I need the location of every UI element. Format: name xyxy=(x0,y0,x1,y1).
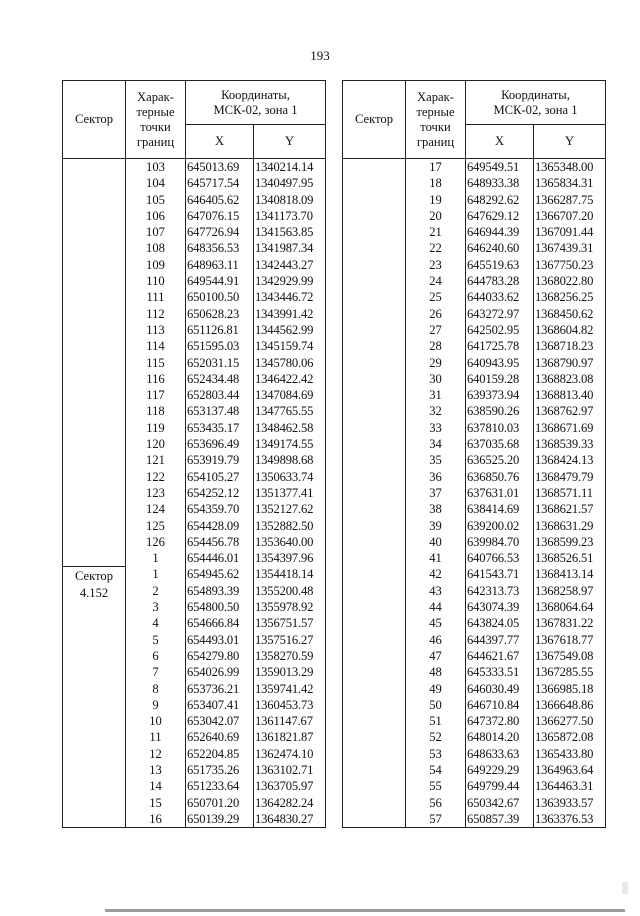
x-coordinate-cell: 650100.50 xyxy=(186,289,254,305)
table-row xyxy=(343,159,606,176)
x-coordinate-cell: 647726.94 xyxy=(186,224,254,240)
y-coordinate-cell: 1345780.06 xyxy=(254,355,326,371)
point-number-cell: 41 xyxy=(406,550,466,566)
x-coordinate-cell: 649229.29 xyxy=(466,762,534,778)
x-coordinate-cell: 642313.73 xyxy=(466,583,534,599)
point-number-cell: 6 xyxy=(126,648,186,664)
x-coordinate-cell: 652031.15 xyxy=(186,355,254,371)
y-coordinate-cell: 1345159.74 xyxy=(254,338,326,354)
point-number-cell: 115 xyxy=(126,355,186,371)
y-coordinate-cell: 1350633.74 xyxy=(254,469,326,485)
y-coordinate-cell: 1366287.75 xyxy=(534,192,606,208)
y-coordinate-cell: 1368571.11 xyxy=(534,485,606,501)
point-number-cell: 17 xyxy=(406,159,466,176)
y-coordinate-cell: 1368258.97 xyxy=(534,583,606,599)
y-coordinate-cell: 1363102.71 xyxy=(254,762,326,778)
x-header: X xyxy=(466,125,534,159)
point-number-cell: 57 xyxy=(406,811,466,828)
y-coordinate-cell: 1341987.34 xyxy=(254,240,326,256)
x-coordinate-cell: 641543.71 xyxy=(466,566,534,582)
point-number-cell: 49 xyxy=(406,681,466,697)
x-coordinate-cell: 644033.62 xyxy=(466,289,534,305)
x-coordinate-cell: 646944.39 xyxy=(466,224,534,240)
y-coordinate-cell: 1368413.14 xyxy=(534,566,606,582)
x-coordinate-cell: 646030.49 xyxy=(466,681,534,697)
point-number-cell: 125 xyxy=(126,518,186,534)
coordinates-header: Координаты, МСК-02, зона 1 xyxy=(466,81,606,125)
y-coordinate-cell: 1368022.80 xyxy=(534,273,606,289)
y-coordinate-cell: 1347765.55 xyxy=(254,403,326,419)
y-coordinate-cell: 1340497.95 xyxy=(254,175,326,191)
x-coordinate-cell: 654026.99 xyxy=(186,664,254,680)
x-coordinate-cell: 646405.62 xyxy=(186,192,254,208)
x-coordinate-cell: 645333.51 xyxy=(466,664,534,680)
x-coordinate-cell: 643824.05 xyxy=(466,615,534,631)
y-coordinate-cell: 1364463.31 xyxy=(534,778,606,794)
x-coordinate-cell: 644621.67 xyxy=(466,648,534,664)
y-coordinate-cell: 1366277.50 xyxy=(534,713,606,729)
point-number-cell: 28 xyxy=(406,338,466,354)
coordinates-table-left xyxy=(62,80,326,828)
point-number-cell: 45 xyxy=(406,615,466,631)
x-coordinate-cell: 639984.70 xyxy=(466,534,534,550)
y-coordinate-cell: 1349174.55 xyxy=(254,436,326,452)
y-coordinate-cell: 1346422.42 xyxy=(254,371,326,387)
x-coordinate-cell: 644397.77 xyxy=(466,632,534,648)
point-number-cell: 44 xyxy=(406,599,466,615)
y-coordinate-cell: 1366985.18 xyxy=(534,681,606,697)
table-row xyxy=(63,159,326,176)
x-coordinate-cell: 638590.26 xyxy=(466,403,534,419)
y-coordinate-cell: 1368813.40 xyxy=(534,387,606,403)
table-body xyxy=(343,159,606,828)
point-number-cell: 2 xyxy=(126,583,186,599)
y-coordinate-cell: 1368064.64 xyxy=(534,599,606,615)
y-coordinate-cell: 1360453.73 xyxy=(254,697,326,713)
x-coordinate-cell: 637631.01 xyxy=(466,485,534,501)
x-coordinate-cell: 650342.67 xyxy=(466,795,534,811)
x-coordinate-cell: 648933.38 xyxy=(466,175,534,191)
x-coordinate-cell: 647629.12 xyxy=(466,208,534,224)
x-coordinate-cell: 654446.01 xyxy=(186,550,254,566)
x-coordinate-cell: 647076.15 xyxy=(186,208,254,224)
point-number-cell: 104 xyxy=(126,175,186,191)
point-number-cell: 121 xyxy=(126,452,186,468)
x-coordinate-cell: 650139.29 xyxy=(186,811,254,828)
x-coordinate-cell: 654945.62 xyxy=(186,566,254,582)
y-coordinate-cell: 1368790.97 xyxy=(534,355,606,371)
x-coordinate-cell: 645519.63 xyxy=(466,257,534,273)
point-number-cell: 42 xyxy=(406,566,466,582)
y-coordinate-cell: 1368631.29 xyxy=(534,518,606,534)
x-coordinate-cell: 653042.07 xyxy=(186,713,254,729)
y-coordinate-cell: 1368450.62 xyxy=(534,306,606,322)
scan-edge-mark xyxy=(622,882,628,894)
y-coordinate-cell: 1364830.27 xyxy=(254,811,326,828)
x-coordinate-cell: 654359.70 xyxy=(186,501,254,517)
x-coordinate-cell: 646710.84 xyxy=(466,697,534,713)
point-number-cell: 47 xyxy=(406,648,466,664)
y-coordinate-cell: 1359741.42 xyxy=(254,681,326,697)
y-coordinate-cell: 1344562.99 xyxy=(254,322,326,338)
x-coordinate-cell: 652803.44 xyxy=(186,387,254,403)
point-number-cell: 53 xyxy=(406,746,466,762)
point-number-cell: 55 xyxy=(406,778,466,794)
y-coordinate-cell: 1368671.69 xyxy=(534,420,606,436)
point-number-cell: 112 xyxy=(126,306,186,322)
y-coordinate-cell: 1342929.99 xyxy=(254,273,326,289)
point-number-cell: 35 xyxy=(406,452,466,468)
x-coordinate-cell: 638414.69 xyxy=(466,501,534,517)
point-number-cell: 9 xyxy=(126,697,186,713)
x-coordinate-cell: 653407.41 xyxy=(186,697,254,713)
point-number-cell: 20 xyxy=(406,208,466,224)
y-coordinate-cell: 1356751.57 xyxy=(254,615,326,631)
x-coordinate-cell: 647372.80 xyxy=(466,713,534,729)
x-coordinate-cell: 645013.69 xyxy=(186,159,254,176)
point-number-cell: 19 xyxy=(406,192,466,208)
y-coordinate-cell: 1363376.53 xyxy=(534,811,606,828)
x-coordinate-cell: 650701.20 xyxy=(186,795,254,811)
point-number-cell: 15 xyxy=(126,795,186,811)
x-coordinate-cell: 637035.68 xyxy=(466,436,534,452)
points-header: Харак- терные точки границ xyxy=(126,81,186,159)
sector-header: Сектор xyxy=(343,81,406,159)
point-number-cell: 32 xyxy=(406,403,466,419)
x-coordinate-cell: 652434.48 xyxy=(186,371,254,387)
y-coordinate-cell: 1368718.23 xyxy=(534,338,606,354)
y-coordinate-cell: 1354397.96 xyxy=(254,550,326,566)
point-number-cell: 38 xyxy=(406,501,466,517)
point-number-cell: 51 xyxy=(406,713,466,729)
point-number-cell: 36 xyxy=(406,469,466,485)
y-coordinate-cell: 1343991.42 xyxy=(254,306,326,322)
x-coordinate-cell: 654105.27 xyxy=(186,469,254,485)
x-coordinate-cell: 645717.54 xyxy=(186,175,254,191)
point-number-cell: 1 xyxy=(126,566,186,582)
y-coordinate-cell: 1368621.57 xyxy=(534,501,606,517)
y-coordinate-cell: 1340214.14 xyxy=(254,159,326,176)
y-coordinate-cell: 1367750.23 xyxy=(534,257,606,273)
y-coordinate-cell: 1363933.57 xyxy=(534,795,606,811)
x-coordinate-cell: 653919.79 xyxy=(186,452,254,468)
point-number-cell: 43 xyxy=(406,583,466,599)
point-number-cell: 18 xyxy=(406,175,466,191)
x-coordinate-cell: 653696.49 xyxy=(186,436,254,452)
y-coordinate-cell: 1365872.08 xyxy=(534,729,606,745)
x-coordinate-cell: 654252.12 xyxy=(186,485,254,501)
y-coordinate-cell: 1340818.09 xyxy=(254,192,326,208)
x-coordinate-cell: 643074.39 xyxy=(466,599,534,615)
x-coordinate-cell: 639200.02 xyxy=(466,518,534,534)
sector-header: Сектор xyxy=(63,81,126,159)
x-coordinate-cell: 651233.64 xyxy=(186,778,254,794)
x-coordinate-cell: 653137.48 xyxy=(186,403,254,419)
point-number-cell: 114 xyxy=(126,338,186,354)
point-number-cell: 24 xyxy=(406,273,466,289)
point-number-cell: 110 xyxy=(126,273,186,289)
point-number-cell: 40 xyxy=(406,534,466,550)
x-coordinate-cell: 652204.85 xyxy=(186,746,254,762)
y-coordinate-cell: 1363705.97 xyxy=(254,778,326,794)
y-coordinate-cell: 1357516.27 xyxy=(254,632,326,648)
x-coordinate-cell: 642502.95 xyxy=(466,322,534,338)
y-coordinate-cell: 1348462.58 xyxy=(254,420,326,436)
sector-cell xyxy=(343,159,406,828)
x-coordinate-cell: 654493.01 xyxy=(186,632,254,648)
x-coordinate-cell: 648292.62 xyxy=(466,192,534,208)
y-header: Y xyxy=(534,125,606,159)
y-coordinate-cell: 1367618.77 xyxy=(534,632,606,648)
x-coordinate-cell: 639373.94 xyxy=(466,387,534,403)
x-coordinate-cell: 654893.39 xyxy=(186,583,254,599)
x-coordinate-cell: 650628.23 xyxy=(186,306,254,322)
point-number-cell: 8 xyxy=(126,681,186,697)
scan-edge-line xyxy=(105,909,625,912)
coordinates-header: Координаты, МСК-02, зона 1 xyxy=(186,81,326,125)
y-coordinate-cell: 1362474.10 xyxy=(254,746,326,762)
point-number-cell: 46 xyxy=(406,632,466,648)
x-header: X xyxy=(186,125,254,159)
y-coordinate-cell: 1341173.70 xyxy=(254,208,326,224)
point-number-cell: 56 xyxy=(406,795,466,811)
point-number-cell: 54 xyxy=(406,762,466,778)
y-coordinate-cell: 1352127.62 xyxy=(254,501,326,517)
y-coordinate-cell: 1365433.80 xyxy=(534,746,606,762)
table-body xyxy=(63,159,326,828)
point-number-cell: 14 xyxy=(126,778,186,794)
point-number-cell: 124 xyxy=(126,501,186,517)
point-number-cell: 48 xyxy=(406,664,466,680)
y-coordinate-cell: 1355978.92 xyxy=(254,599,326,615)
x-coordinate-cell: 646240.60 xyxy=(466,240,534,256)
y-coordinate-cell: 1366648.86 xyxy=(534,697,606,713)
y-coordinate-cell: 1361147.67 xyxy=(254,713,326,729)
y-coordinate-cell: 1355200.48 xyxy=(254,583,326,599)
x-coordinate-cell: 653435.17 xyxy=(186,420,254,436)
x-coordinate-cell: 651595.03 xyxy=(186,338,254,354)
point-number-cell: 37 xyxy=(406,485,466,501)
y-coordinate-cell: 1342443.27 xyxy=(254,257,326,273)
point-number-cell: 13 xyxy=(126,762,186,778)
x-coordinate-cell: 654456.78 xyxy=(186,534,254,550)
point-number-cell: 118 xyxy=(126,403,186,419)
sector-cell xyxy=(63,566,126,827)
y-coordinate-cell: 1361821.87 xyxy=(254,729,326,745)
x-coordinate-cell: 643272.97 xyxy=(466,306,534,322)
sector-cell xyxy=(63,159,126,567)
point-number-cell: 27 xyxy=(406,322,466,338)
y-coordinate-cell: 1368599.23 xyxy=(534,534,606,550)
point-number-cell: 122 xyxy=(126,469,186,485)
point-number-cell: 5 xyxy=(126,632,186,648)
sector-label: Сектор xyxy=(74,568,114,583)
y-coordinate-cell: 1368823.08 xyxy=(534,371,606,387)
point-number-cell: 16 xyxy=(126,811,186,828)
point-number-cell: 10 xyxy=(126,713,186,729)
x-coordinate-cell: 636850.76 xyxy=(466,469,534,485)
points-header: Харак- терные точки границ xyxy=(406,81,466,159)
x-coordinate-cell: 649549.51 xyxy=(466,159,534,176)
point-number-cell: 4 xyxy=(126,615,186,631)
x-coordinate-cell: 637810.03 xyxy=(466,420,534,436)
y-coordinate-cell: 1368424.13 xyxy=(534,452,606,468)
x-coordinate-cell: 636525.20 xyxy=(466,452,534,468)
point-number-cell: 11 xyxy=(126,729,186,745)
y-coordinate-cell: 1353640.00 xyxy=(254,534,326,550)
point-number-cell: 23 xyxy=(406,257,466,273)
x-coordinate-cell: 640159.28 xyxy=(466,371,534,387)
y-header: Y xyxy=(254,125,326,159)
x-coordinate-cell: 653736.21 xyxy=(186,681,254,697)
x-coordinate-cell: 654666.84 xyxy=(186,615,254,631)
point-number-cell: 1 xyxy=(126,550,186,566)
y-coordinate-cell: 1368479.79 xyxy=(534,469,606,485)
y-coordinate-cell: 1366707.20 xyxy=(534,208,606,224)
y-coordinate-cell: 1347084.69 xyxy=(254,387,326,403)
x-coordinate-cell: 648014.20 xyxy=(466,729,534,745)
y-coordinate-cell: 1367549.08 xyxy=(534,648,606,664)
y-coordinate-cell: 1367285.55 xyxy=(534,664,606,680)
x-coordinate-cell: 654428.09 xyxy=(186,518,254,534)
sector-label: 4.152 xyxy=(79,585,109,600)
point-number-cell: 30 xyxy=(406,371,466,387)
x-coordinate-cell: 648963.11 xyxy=(186,257,254,273)
y-coordinate-cell: 1367091.44 xyxy=(534,224,606,240)
y-coordinate-cell: 1368256.25 xyxy=(534,289,606,305)
point-number-cell: 12 xyxy=(126,746,186,762)
x-coordinate-cell: 649799.44 xyxy=(466,778,534,794)
point-number-cell: 25 xyxy=(406,289,466,305)
point-number-cell: 120 xyxy=(126,436,186,452)
page-number: 193 xyxy=(310,48,330,63)
y-coordinate-cell: 1365834.31 xyxy=(534,175,606,191)
y-coordinate-cell: 1367831.22 xyxy=(534,615,606,631)
x-coordinate-cell: 651735.26 xyxy=(186,762,254,778)
x-coordinate-cell: 641725.78 xyxy=(466,338,534,354)
x-coordinate-cell: 651126.81 xyxy=(186,322,254,338)
point-number-cell: 108 xyxy=(126,240,186,256)
x-coordinate-cell: 644783.28 xyxy=(466,273,534,289)
y-coordinate-cell: 1368762.97 xyxy=(534,403,606,419)
y-coordinate-cell: 1349898.68 xyxy=(254,452,326,468)
point-number-cell: 113 xyxy=(126,322,186,338)
point-number-cell: 7 xyxy=(126,664,186,680)
point-number-cell: 111 xyxy=(126,289,186,305)
point-number-cell: 109 xyxy=(126,257,186,273)
table-row xyxy=(63,566,326,582)
point-number-cell: 105 xyxy=(126,192,186,208)
point-number-cell: 29 xyxy=(406,355,466,371)
point-number-cell: 52 xyxy=(406,729,466,745)
point-number-cell: 106 xyxy=(126,208,186,224)
point-number-cell: 22 xyxy=(406,240,466,256)
point-number-cell: 3 xyxy=(126,599,186,615)
y-coordinate-cell: 1364963.64 xyxy=(534,762,606,778)
x-coordinate-cell: 640766.53 xyxy=(466,550,534,566)
y-coordinate-cell: 1354418.14 xyxy=(254,566,326,582)
point-number-cell: 34 xyxy=(406,436,466,452)
point-number-cell: 39 xyxy=(406,518,466,534)
coordinates-table-right xyxy=(342,80,606,828)
x-coordinate-cell: 650857.39 xyxy=(466,811,534,828)
x-coordinate-cell: 654279.80 xyxy=(186,648,254,664)
y-coordinate-cell: 1368526.51 xyxy=(534,550,606,566)
y-coordinate-cell: 1367439.31 xyxy=(534,240,606,256)
x-coordinate-cell: 649544.91 xyxy=(186,273,254,289)
point-number-cell: 33 xyxy=(406,420,466,436)
point-number-cell: 117 xyxy=(126,387,186,403)
point-number-cell: 123 xyxy=(126,485,186,501)
x-coordinate-cell: 654800.50 xyxy=(186,599,254,615)
point-number-cell: 107 xyxy=(126,224,186,240)
y-coordinate-cell: 1352882.50 xyxy=(254,518,326,534)
y-coordinate-cell: 1368604.82 xyxy=(534,322,606,338)
point-number-cell: 119 xyxy=(126,420,186,436)
point-number-cell: 103 xyxy=(126,159,186,176)
y-coordinate-cell: 1341563.85 xyxy=(254,224,326,240)
point-number-cell: 26 xyxy=(406,306,466,322)
point-number-cell: 31 xyxy=(406,387,466,403)
y-coordinate-cell: 1359013.29 xyxy=(254,664,326,680)
x-coordinate-cell: 652640.69 xyxy=(186,729,254,745)
y-coordinate-cell: 1358270.59 xyxy=(254,648,326,664)
point-number-cell: 21 xyxy=(406,224,466,240)
y-coordinate-cell: 1368539.33 xyxy=(534,436,606,452)
y-coordinate-cell: 1364282.24 xyxy=(254,795,326,811)
y-coordinate-cell: 1351377.41 xyxy=(254,485,326,501)
y-coordinate-cell: 1365348.00 xyxy=(534,159,606,176)
x-coordinate-cell: 640943.95 xyxy=(466,355,534,371)
point-number-cell: 50 xyxy=(406,697,466,713)
x-coordinate-cell: 648356.53 xyxy=(186,240,254,256)
y-coordinate-cell: 1343446.72 xyxy=(254,289,326,305)
point-number-cell: 126 xyxy=(126,534,186,550)
x-coordinate-cell: 648633.63 xyxy=(466,746,534,762)
point-number-cell: 116 xyxy=(126,371,186,387)
